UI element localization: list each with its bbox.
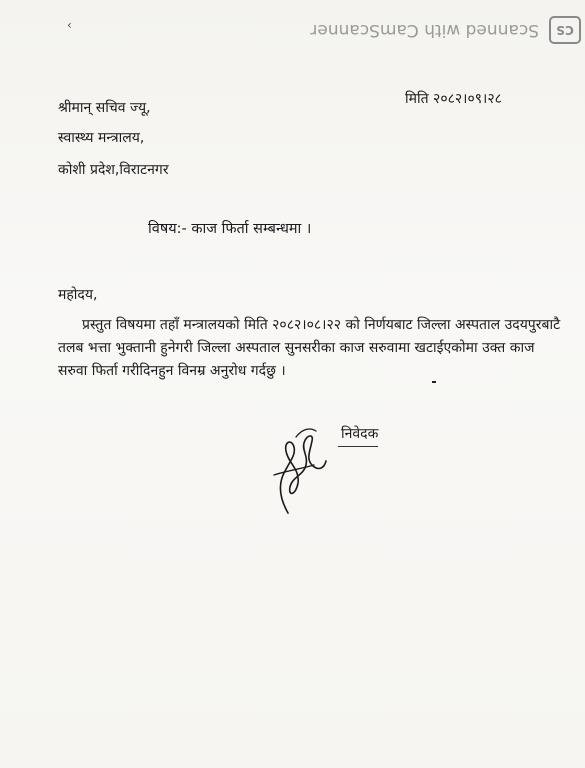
pen-mark [432, 381, 436, 383]
addressee-line: कोशी प्रदेश,विराटनगर [58, 162, 169, 178]
addressee-line: स्वास्थ्य मन्त्रालय, [58, 130, 145, 146]
handwritten-signature [266, 425, 332, 517]
camscanner-watermark [283, 14, 581, 46]
camscanner-logo-icon: CS [549, 16, 581, 44]
salutation: महोदय, [58, 287, 98, 303]
closing-label: निवेदक [341, 426, 379, 442]
corner-mark: ‹ [67, 18, 72, 32]
letter-date: मिति २०८२।०९।२८ [405, 91, 502, 107]
addressee-line: श्रीमान् सचिव ज्यू, [58, 100, 151, 116]
letter-body: प्रस्तुत विषयमा तहाँ मन्त्रालयको मिति २०८२।०८।२२ को निर्णयबाट जिल्ला अस्पताल उदयपुरबाटै तलब भत्ता भुक्तानी हुनेगरी जिल्ला अस्पताल सुनसरीका काज सरुवामा खटाईएकोमा उक्त काज सरुवा फिर्ता गरीदिनहुन विनम्र अनुरोध गर्दछु । [58, 317, 561, 379]
closing-underline [338, 446, 378, 447]
letter-subject: विषय:- काज फिर्ता सम्बन्धमा । [148, 221, 312, 237]
watermark-text: Scanned with CamScanner [310, 20, 539, 40]
